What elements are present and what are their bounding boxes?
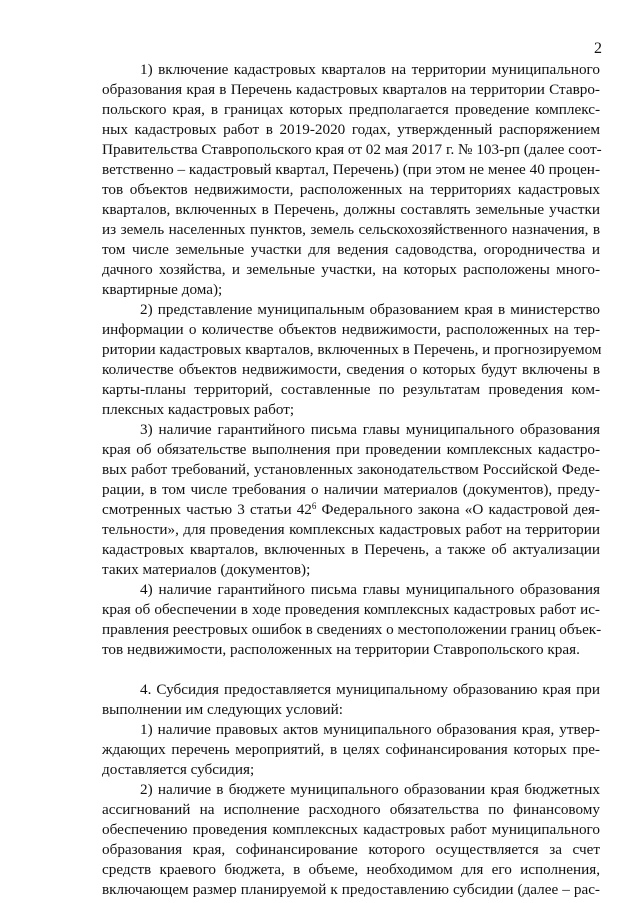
text-line-content: тельности», для проведения комплексных кадастровых работ на территории <box>102 521 600 538</box>
text-line-content: 4. Субсидия предоставляется муниципальному образованию края при <box>140 681 600 698</box>
text-line-content: ассигнований на исполнение расходного обязательства по финансовому <box>102 801 600 818</box>
text-line-content: польского края, в границах которых предполагается проведение комплекс- <box>102 101 600 118</box>
text-line <box>102 580 600 600</box>
text-line-content: 3) наличие гарантийного письма главы муниципального образования <box>140 421 600 438</box>
text-line-content: образования края в Перечень кадастровых кварталов на территории Ставро- <box>102 81 600 98</box>
text-line-content: Правительства Ставропольского края от 02 мая 2017 г. № 103-рп (далее соот- <box>102 141 602 158</box>
text-line <box>102 700 600 720</box>
text-line <box>102 60 600 80</box>
text-line <box>102 560 600 580</box>
text-line-content: 2) наличие в бюджете муниципального образовании края бюджетных <box>140 781 600 798</box>
text-line <box>102 600 600 620</box>
text-line-content: рации, в том числе требования о наличии материалов (документов), преду- <box>102 481 600 498</box>
text-line-continuation: Федерального закона «О кадастровой дея- <box>316 501 600 518</box>
text-line <box>102 200 600 220</box>
text-line-content: средств краевого бюджета, в объеме, необходимом для его исполнения, <box>102 861 600 878</box>
text-line <box>102 680 600 700</box>
text-line-content: выполнении им следующих условий: <box>102 701 343 718</box>
text-line-content: плексных кадастровых работ; <box>102 401 295 418</box>
text-line-content: правления реестровых ошибок в сведениях о местоположении границ объек- <box>102 621 602 638</box>
text-line <box>102 140 600 160</box>
superscript: 6 <box>311 501 317 511</box>
text-line-content: квартирные дома); <box>102 281 223 298</box>
text-line <box>102 120 600 140</box>
text-line-content: информации о количестве объектов недвижимости, расположенных на тер- <box>102 321 600 338</box>
text-line <box>102 80 600 100</box>
text-line-content: доставляется субсидия; <box>102 761 255 778</box>
text-line <box>102 240 600 260</box>
text-line-content: из земель населенных пунктов, земель сельскохозяйственного назначения, в <box>102 221 600 238</box>
text-line-content: вых работ требований, установленных законодательством Российской Феде- <box>102 461 600 478</box>
text-line <box>102 440 600 460</box>
text-line-content: ветственно – кадастровый квартал, Перечень) (при этом не менее 40 процен- <box>102 161 600 178</box>
text-line <box>102 800 600 820</box>
text-line <box>102 640 600 660</box>
text-line-content: тов недвижимости, расположенных на территории Ставропольского края. <box>102 641 580 658</box>
text-line <box>102 860 600 880</box>
text-line-content: количестве объектов недвижимости, сведения о которых будут включены в <box>102 361 600 378</box>
text-line <box>102 400 600 420</box>
text-line-content: кадастровых кварталов, включенных в Перечень, а также об актуализации <box>102 541 600 558</box>
paragraph-gap <box>102 660 600 680</box>
text-line <box>102 100 600 120</box>
text-line-content: смотренных частью 3 статьи 42 <box>102 501 312 518</box>
text-line <box>102 420 600 440</box>
text-line <box>102 160 600 180</box>
text-line-content: кварталов, включенных в Перечень, должны составлять земельные участки <box>102 201 600 218</box>
document-body <box>102 60 600 900</box>
text-line-content: обеспечению проведения комплексных кадастровых работ муниципального <box>102 821 600 838</box>
text-line <box>102 380 600 400</box>
page-number: 2 <box>594 40 602 57</box>
text-line <box>102 760 600 780</box>
text-line <box>102 320 600 340</box>
text-line-content: карты-планы территорий, составленные по результатам проведения ком- <box>102 381 600 398</box>
text-line <box>102 520 600 540</box>
text-line-content: образования края, софинансирование которого осуществляется за счет <box>102 841 600 858</box>
text-line-content: тов объектов недвижимости, расположенных на территориях кадастровых <box>102 181 600 198</box>
text-line <box>102 220 600 240</box>
text-line-content: включающем размер планируемой к предоставлению субсидии (далее – рас- <box>102 881 600 898</box>
text-line <box>102 300 600 320</box>
text-line <box>102 180 600 200</box>
text-line <box>102 820 600 840</box>
text-line <box>102 880 600 900</box>
text-line-content: 1) включение кадастровых кварталов на территории муниципального <box>140 61 600 78</box>
text-line <box>102 620 600 640</box>
text-line <box>102 260 600 280</box>
text-line <box>102 360 600 380</box>
text-line <box>102 780 600 800</box>
text-line-content: том числе земельные участки для ведения садоводства, огородничества и <box>102 241 600 258</box>
text-line <box>102 540 600 560</box>
text-line-content: ритории кадастровых кварталов, включенных в Перечень, и прогнозируемом <box>102 341 602 358</box>
text-line-content: 4) наличие гарантийного письма главы муниципального образования <box>140 581 600 598</box>
text-line <box>102 740 600 760</box>
text-line-content: ждающих перечень мероприятий, в целях софинансирования которых пре- <box>102 741 600 758</box>
text-line <box>102 280 600 300</box>
text-line-content: края об обеспечении в ходе проведения комплексных кадастровых работ ис- <box>102 601 600 618</box>
text-line-content: ных кадастровых работ в 2019-2020 годах, утвержденный распоряжением <box>102 121 600 138</box>
text-line-content: 1) наличие правовых актов муниципального образования края, утвер- <box>140 721 600 738</box>
text-line <box>102 460 600 480</box>
text-line-content: 2) представление муниципальным образованием края в министерство <box>140 301 600 318</box>
text-line <box>102 480 600 500</box>
text-line <box>102 340 600 360</box>
text-line <box>102 720 600 740</box>
text-line <box>102 840 600 860</box>
text-line-content: дачного хозяйства, и земельные участки, на которых расположены много- <box>102 261 600 278</box>
text-line-content: края об обязательстве выполнения при проведении комплексных кадастро- <box>102 441 600 458</box>
text-line-content: таких материалов (документов); <box>102 561 311 578</box>
text-line <box>102 500 600 520</box>
